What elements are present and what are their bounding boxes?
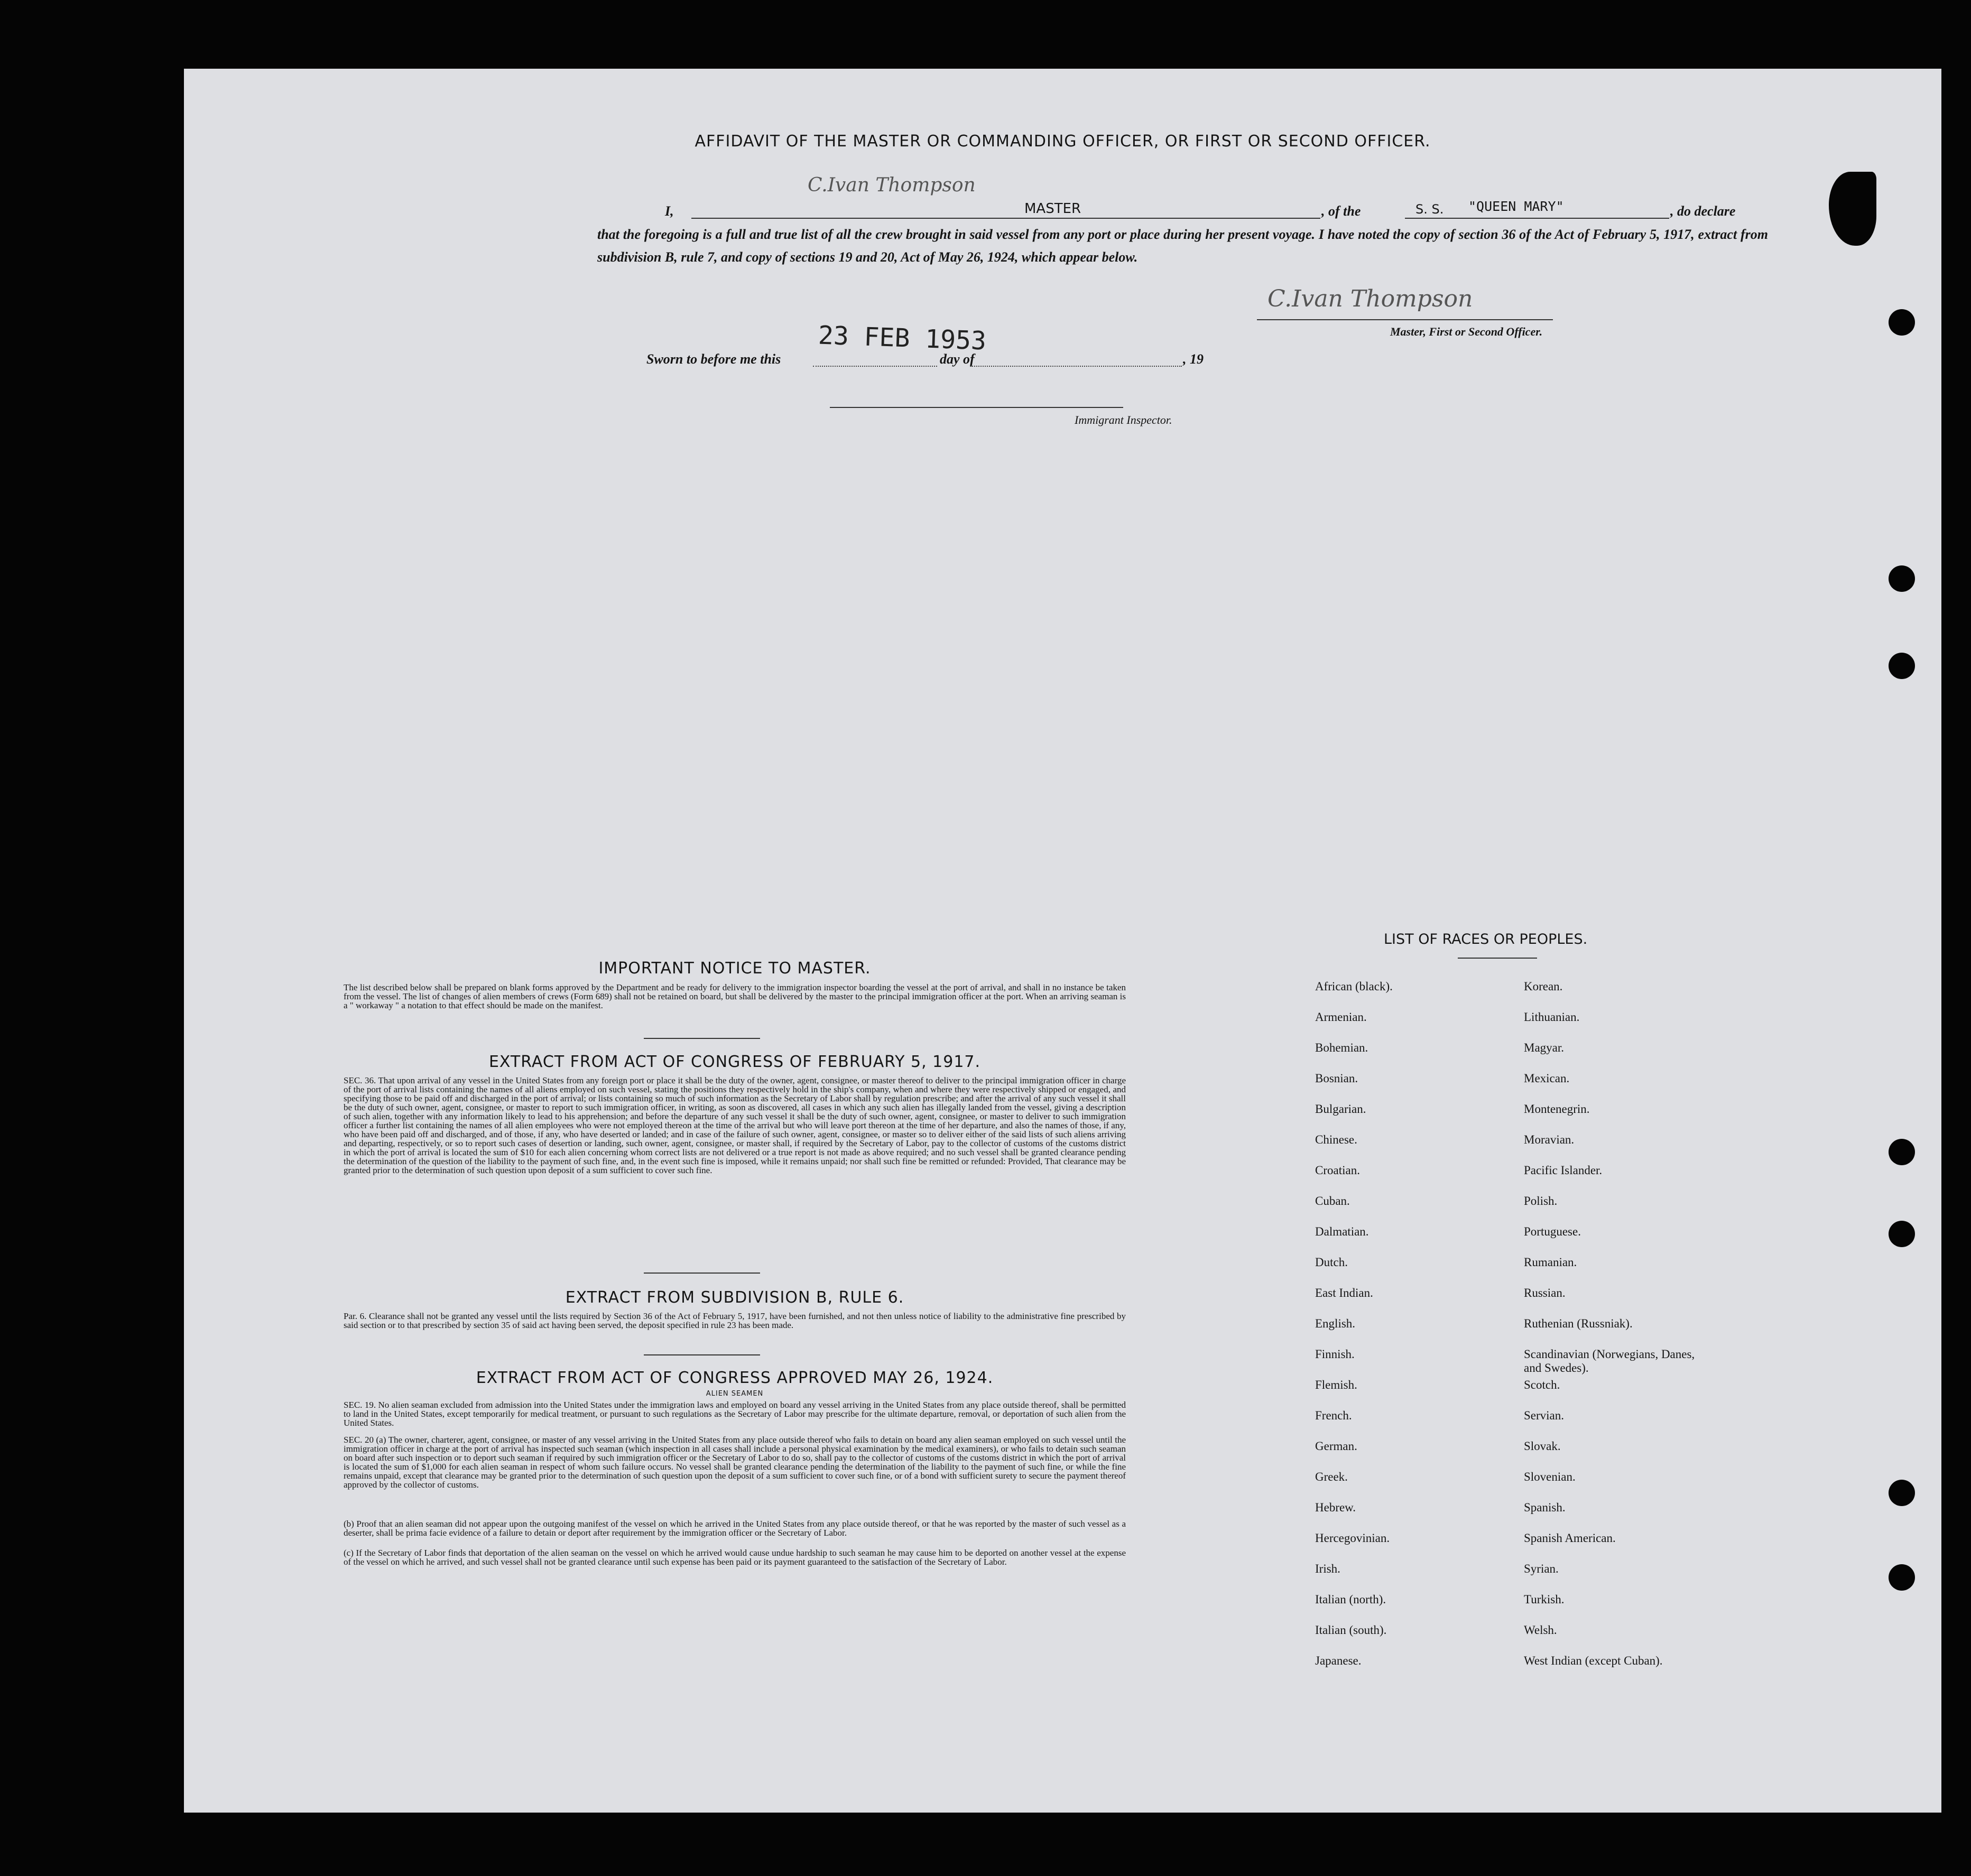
race-right: Ruthenian (Russniak).: [1524, 1317, 1633, 1330]
race-left: French.: [1315, 1409, 1352, 1422]
extract1-body: SEC. 36. That upon arrival of any vessel in the United States from any foreign port or place it shall be the duty of the owner, agent, consignee, or master thereof to deliver to the principal immigration officer in charge of the port of arrival lists containing the names of all aliens employed on such vessel, stating the positions they respectively hold in the ship's company, when and where they were respectively shipped or engaged, and specifying those to be paid off and discharged in the port of arrival; or lists containing so much of such information as the Secretary of Labor shall by regulation prescribe; and after the arrival of any such vessel it shall be the duty of such owner, agent, consignee, or master to report to such immigration officer, in writing, as soon as discovered, all cases in which any such alien has illegally landed from the vessel, giving a description of such alien, together with any information likely to lead to his apprehension; and before the departure of any such vessel it shall be the duty of such owner, agent, consignee, or master to deliver to such immigration officer a further list containing the names of all alien employees who were not employed thereon at the time of the arrival but who will leave port thereon at the time of her departure, and also the names of those, if any, who have been paid off and discharged, and of those, if any, who have deserted or landed; and in case of the failure of such owner, agent, consignee, or master so to deliver either of the said lists of such aliens arriving and departing, respectively, or so to report such cases of desertion or landing, such owner, agent, consignee, or master shall, if required by the Secretary of Labor, pay to the collector of customs of the customs district in which the port of arrival is located the sum of $10 for each alien concerning whom correct lists are not delivered or a true report is not made as above required; and no such vessel shall be granted clearance pending the determination of the question of the liability to the payment of such fine, and, in the event such fine is imposed, while it remains unpaid; nor shall such fine be remitted or refunded: Provided, That clearance may be granted prior to the determination of such question upon deposit of a sum sufficient to cover such fine.: [344, 1075, 1126, 1175]
punch-hole: [1889, 1221, 1915, 1247]
extract3-b: (b) Proof that an alien seaman did not appear upon the outgoing manifest of the vessel on which he arrived in the United States from any place outside thereof, or that he was reported by the master of such vessel as a deserter, shall be prima facie evidence of a failure to detain or deport after requirement by the immigration officer or the Secretary of Labor.: [344, 1519, 1126, 1538]
race-left: Finnish.: [1315, 1348, 1355, 1361]
race-left: Bosnian.: [1315, 1072, 1358, 1085]
extract1-heading: EXTRACT FROM ACT OF CONGRESS OF FEBRUARY 5, 1917.: [488, 1053, 981, 1071]
race-right: Portuguese.: [1524, 1225, 1581, 1238]
inspector-line: [830, 407, 1123, 408]
race-left: Dutch.: [1315, 1256, 1348, 1269]
extract3-c: (c) If the Secretary of Labor finds that deportation of the alien seaman on the vessel on which he arrived would cause undue hardship to such seaman he may cause him to be deported on another vessel at the expense of the vessel on which he arrived, and such vessel shall not be granted clearance until such expense has been paid or its payment guaranteed to the satisfaction of the Secretary of Labor.: [344, 1548, 1126, 1567]
day-of-label: day of: [940, 351, 975, 367]
year-prefix: , 19: [1183, 351, 1204, 367]
date-stamp: 23 FEB 1953: [818, 320, 987, 356]
race-right: Polish.: [1524, 1194, 1558, 1208]
race-left: Greek.: [1315, 1470, 1348, 1483]
race-right: Magyar.: [1524, 1041, 1565, 1054]
extract3-sec20: SEC. 20 (a) The owner, charterer, agent, consignee, or master of any vessel arriving in the United States from any place outside thereof who fails to detain on board any alien seaman employed on such vessel until the immigration officer in charge at the port of arrival has inspected such seaman (which inspection in all cases shall include a personal physical examination by the medical examiners), or who fails to detain such seaman on board after such inspection or to deport such seaman if required by such immigration officer or the Secretary of Labor to do so, shall pay to the collector of customs of the customs district in which the port of arrival is located the sum of $1,000 for each alien seaman in respect of whom such failure occurs. No vessel shall be granted clearance pending the determination of the liability to the payment of such fine, or while the fine remains unpaid, except that clearance may be granted prior to the determination of such question upon the deposit of a sum sufficient to cover such fine, or of a bond with sufficient surety to secure the payment thereof approved by the collector of customs.: [344, 1435, 1126, 1490]
race-left: Bohemian.: [1315, 1041, 1368, 1054]
declaration-body: that the foregoing is a full and true list of all the crew brought in said vessel from any port or place during her present voyage. I have noted the copy of section 36 of the Act of February 5, 1917, extract from subdivision B, rule 7, and copy of sections 19 and 20, Act of May 26, 1924, which appear below.: [597, 227, 1768, 265]
extract2-divider: [644, 1354, 760, 1355]
extract3-subheading: ALIEN SEAMEN: [706, 1390, 764, 1398]
punch-hole: [1889, 1139, 1915, 1165]
manifest-page: [184, 69, 1941, 1813]
rank-value: MASTER: [1024, 201, 1081, 217]
i-label: I,: [665, 203, 674, 219]
ship-line: [1405, 218, 1669, 219]
race-left: Flemish.: [1315, 1378, 1357, 1391]
races-heading: LIST OF RACES OR PEOPLES.: [1384, 931, 1588, 948]
race-right: Moravian.: [1524, 1133, 1575, 1146]
race-right: West Indian (except Cuban).: [1524, 1654, 1663, 1667]
race-right: Montenegrin.: [1524, 1102, 1590, 1116]
inspector-caption: Immigrant Inspector.: [1075, 413, 1172, 426]
race-right: Rumanian.: [1524, 1256, 1577, 1269]
race-right: Syrian.: [1524, 1562, 1559, 1575]
torn-edge: [1829, 172, 1876, 246]
extract3-heading: EXTRACT FROM ACT OF CONGRESS APPROVED MAY 26, 1924.: [476, 1369, 994, 1387]
race-left: Croatian.: [1315, 1164, 1360, 1177]
extract3-sec19: SEC. 19. No alien seaman excluded from admission into the United States under the immigration laws and employed on board any vessel arriving in the United States from any place outside thereof, shall be permitted to land in the United States, except temporarily for medical treatment, or pursuant to such regulations as the Secretary of Labor may prescribe for the ultimate departure, removal, or deportation of such alien from the United States.: [344, 1400, 1126, 1428]
notice-divider: [644, 1038, 760, 1039]
extract2-body: Par. 6. Clearance shall not be granted any vessel until the lists required by Section 36 of the Act of February 5, 1917, have been furnished, and not then unless notice of liability to the administrative fine prescribed by said section or to that prescribed by section 35 of said act having been served, the deposit specified in rule 23 has been made.: [344, 1311, 1126, 1330]
extract1-divider: [644, 1273, 760, 1274]
notice-body: The list described below shall be prepared on blank forms approved by the Department and be ready for delivery to the immigration inspector boarding the vessel at the port of arrival, and shall in no instance be taken from the vessel. The list of changes of alien members of crews (Form 689) shall not be retained on board, but shall be delivered by the master to the principal immigration officer at the port. When an arriving seaman is a " workaway " a notation to that effect should be made on the manifest.: [344, 982, 1126, 1010]
punch-hole: [1889, 1564, 1915, 1591]
race-left: African (black).: [1315, 980, 1393, 993]
race-right: Pacific Islander.: [1524, 1164, 1603, 1177]
race-right: Slovak.: [1524, 1439, 1561, 1453]
race-left: Japanese.: [1315, 1654, 1362, 1667]
race-left: German.: [1315, 1439, 1357, 1453]
inline-signature: C.Ivan Thompson: [808, 174, 976, 196]
punch-hole: [1889, 653, 1915, 679]
race-right: Servian.: [1524, 1409, 1565, 1422]
extract2-heading: EXTRACT FROM SUBDIVISION B, RULE 6.: [565, 1288, 904, 1307]
sworn-month-line: [970, 366, 1182, 367]
race-left: East Indian.: [1315, 1286, 1373, 1299]
race-left: Bulgarian.: [1315, 1102, 1366, 1116]
race-left: Hebrew.: [1315, 1501, 1356, 1514]
signer-caption: Master, First or Second Officer.: [1390, 325, 1543, 338]
race-right: Lithuanian.: [1524, 1010, 1580, 1024]
race-right: Spanish.: [1524, 1501, 1566, 1514]
race-left: English.: [1315, 1317, 1356, 1330]
affidavit-title: AFFIDAVIT OF THE MASTER OR COMMANDING OFFICER, OR FIRST OR SECOND OFFICER.: [695, 132, 1431, 151]
race-right: Welsh.: [1524, 1623, 1557, 1637]
race-right: Korean.: [1524, 980, 1563, 993]
races-divider: [1458, 958, 1537, 959]
race-right: Mexican.: [1524, 1072, 1570, 1085]
race-left: Italian (north).: [1315, 1593, 1386, 1606]
race-right: Russian.: [1524, 1286, 1566, 1299]
race-left: Hercegovinian.: [1315, 1531, 1390, 1545]
punch-hole: [1889, 565, 1915, 592]
sworn-day-line: [813, 366, 937, 367]
of-the-label: , of the: [1321, 203, 1361, 219]
race-right: Scotch.: [1524, 1378, 1560, 1391]
race-right: Slovenian.: [1524, 1470, 1576, 1483]
punch-hole: [1889, 1480, 1915, 1506]
race-left: Cuban.: [1315, 1194, 1350, 1208]
master-name-line: [691, 218, 1320, 219]
race-right: Spanish American.: [1524, 1531, 1616, 1545]
race-left: Chinese.: [1315, 1133, 1357, 1146]
race-left: Armenian.: [1315, 1010, 1367, 1024]
ship-prefix: S. S.: [1415, 202, 1444, 217]
sworn-label: Sworn to before me this: [646, 351, 781, 367]
race-left: Italian (south).: [1315, 1623, 1387, 1637]
do-declare-label: , do declare: [1670, 203, 1736, 219]
race-left: Irish.: [1315, 1562, 1340, 1575]
ship-name: "QUEEN MARY": [1468, 199, 1564, 214]
signature-line: [1257, 319, 1553, 320]
notice-heading: IMPORTANT NOTICE TO MASTER.: [598, 959, 871, 978]
race-right: Scandinavian (Norwegians, Danes, and Swedes).: [1524, 1348, 1695, 1375]
punch-hole: [1889, 309, 1915, 336]
master-signature: C.Ivan Thompson: [1267, 285, 1473, 312]
race-right: Turkish.: [1524, 1593, 1565, 1606]
race-left: Dalmatian.: [1315, 1225, 1369, 1238]
